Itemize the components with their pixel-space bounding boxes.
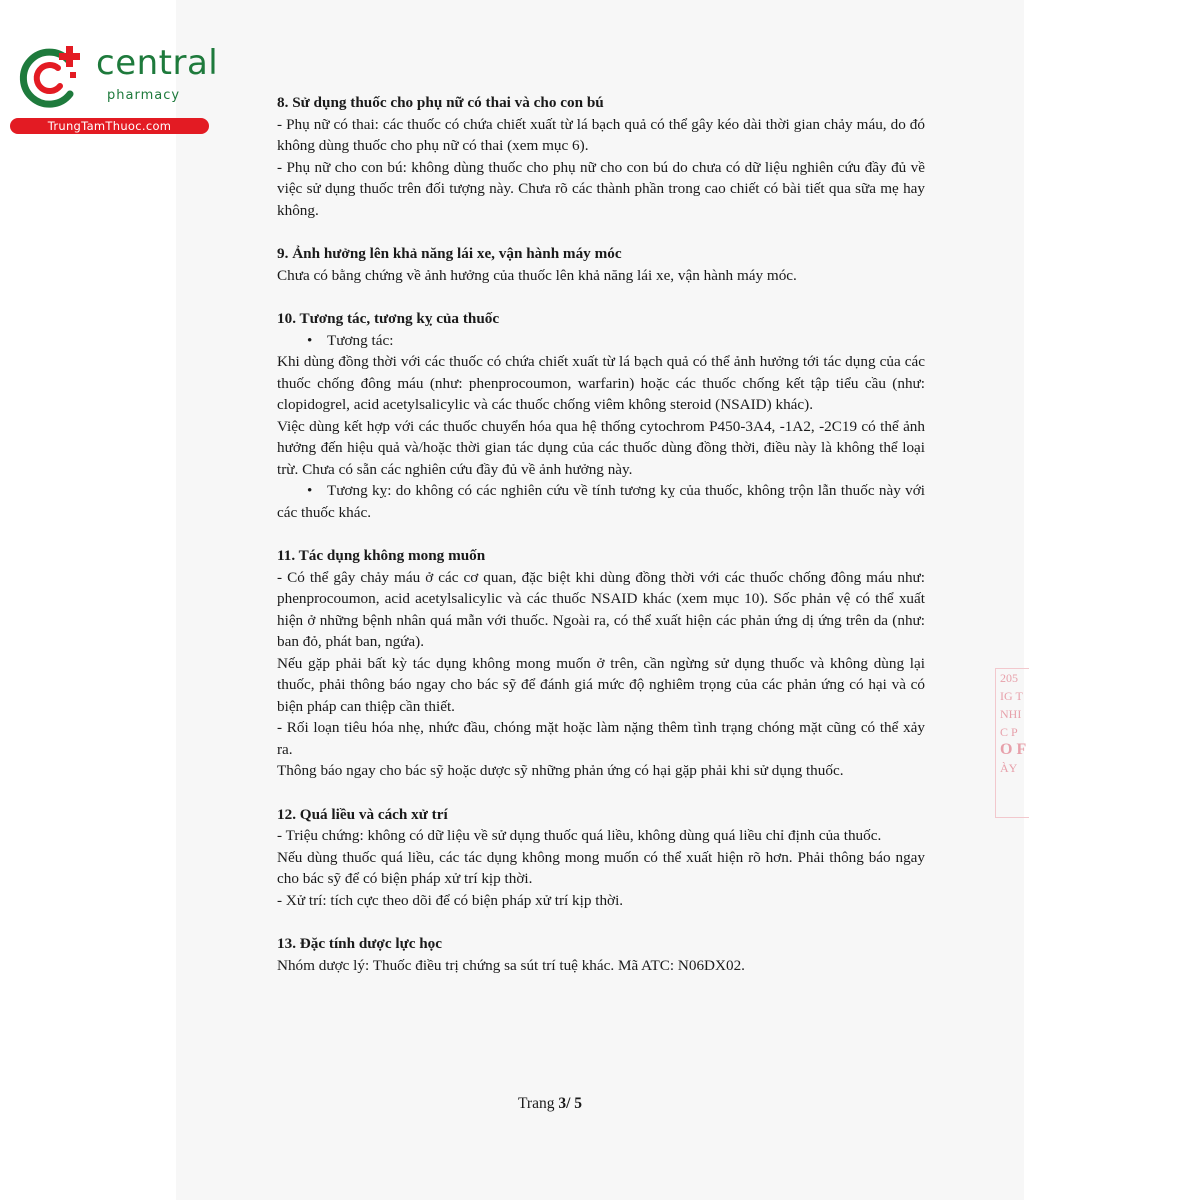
section-heading: 12. Quá liều và cách xử trí <box>277 805 448 823</box>
logo-website[interactable]: TrungTamThuoc.com <box>10 118 209 134</box>
section-heading: 8. Sử dụng thuốc cho phụ nữ có thai và cho con bú <box>277 94 604 111</box>
paragraph: - Triệu chứng: không có dữ liệu về sử dụng thuốc quá liều, không dùng quá liều chỉ định của thuốc. <box>277 827 882 844</box>
paragraph: - Xử trí: tích cực theo dõi để có biện pháp xử trí kịp thời. <box>277 891 624 909</box>
stamp-line: ÀY <box>1000 761 1018 775</box>
stamp-line: NHI <box>1000 707 1022 721</box>
section-heading: 13. Đặc tính dược lực học <box>277 935 443 952</box>
bullet-icon: • <box>307 331 313 349</box>
section-13 <box>277 933 925 976</box>
pharmacy-cross-icon <box>10 38 90 118</box>
paragraph: - Phụ nữ cho con bú: không dùng thuốc cho phụ nữ cho con bú do chưa có dữ liệu nghiên cứu đầy đủ về việc sử dụng thuốc trên đối tượng này. Chưa rõ các thành phần trong cao chiết có bài tiết qua sữa mẹ hay không. <box>277 158 925 219</box>
logo-subtitle: pharmacy <box>107 88 181 103</box>
section-10 <box>277 308 925 523</box>
paragraph: Việc dùng kết hợp với các thuốc chuyển hóa qua hệ thống cytochrom P450-3A4, -1A2, -2C19 có thể ảnh hưởng đến hiệu quả và/hoặc thời gian tác dụng của các thuốc dùng đồng thời, điều này là không thể loại trừ. Chưa có sẵn các nghiên cứu đầy đủ về ảnh hưởng này. <box>277 417 925 478</box>
logo-name: central <box>96 43 219 83</box>
central-pharmacy-logo[interactable] <box>10 38 219 138</box>
stamp-line: 205 <box>1000 671 1018 685</box>
bullet-text: Tương kỵ: do không có các nghiên cứu về tính tương kỵ của thuốc, không trộn lẫn thuốc này với các thuốc khác. <box>277 482 925 521</box>
paragraph: Nhóm dược lý: Thuốc điều trị chứng sa sút trí tuệ khác. Mã ATC: N06DX02. <box>277 956 745 974</box>
section-heading: 10. Tương tác, tương kỵ của thuốc <box>277 310 500 327</box>
partial-stamp <box>995 668 1029 818</box>
paragraph: - Phụ nữ có thai: các thuốc có chứa chiết xuất từ lá bạch quả có thể gây kéo dài thời gian chảy máu, do đó không dùng thuốc cho phụ nữ có thai (xem mục 6). <box>277 115 925 154</box>
section-9 <box>277 243 925 286</box>
paragraph: Nếu dùng thuốc quá liều, các tác dụng không mong muốn có thể xuất hiện rõ hơn. Phải thông báo ngay cho bác sỹ để có biện pháp xử trí kịp thời. <box>277 848 925 887</box>
section-heading: 11. Tác dụng không mong muốn <box>277 547 486 564</box>
section-heading: 9. Ảnh hưởng lên khả năng lái xe, vận hành máy móc <box>277 245 622 262</box>
section-8 <box>277 92 925 221</box>
page-prefix: Trang <box>518 1095 559 1112</box>
bullet-text: Tương tác: <box>327 331 394 349</box>
stamp-line: O F <box>1000 741 1027 758</box>
paragraph: - Có thể gây chảy máu ở các cơ quan, đặc biệt khi dùng đồng thời với các thuốc chống đông máu như: phenprocoumon, acid acetylsalicylic và các thuốc NSAID khác (xem mục 10). Sốc phản vệ có thể xuất hiện ở những bệnh nhân quá mẫn với thuốc. Ngoài ra, có thể xuất hiện các phản ứng dị ứng trên da (như: ban đỏ, phát ban, ngứa). <box>277 568 925 650</box>
page-count: 3/ 5 <box>558 1095 583 1112</box>
paragraph: - Rối loạn tiêu hóa nhẹ, nhức đầu, chóng mặt hoặc làm nặng thêm tình trạng chóng mặt cũng có thể xảy ra. <box>277 719 925 758</box>
paragraph: Nếu gặp phải bất kỳ tác dụng không mong muốn ở trên, cần ngừng sử dụng thuốc và không dùng lại thuốc, phải thông báo ngay cho bác sỹ để đánh giá mức độ nghiêm trọng của các phản ứng có hại và có biện pháp can thiệp cần thiết. <box>277 654 925 715</box>
stamp-line: C P <box>1000 725 1018 739</box>
page-number <box>518 1095 582 1113</box>
document-content <box>277 92 925 998</box>
paragraph: Khi dùng đồng thời với các thuốc có chứa chiết xuất từ lá bạch quả có thể ảnh hưởng tới tác dụng của các thuốc chống đông máu (như: phenprocoumon, warfarin) hoặc các thuốc chống kết tập tiểu cầu (như: clopidogrel, acid acetylsalicylic và các thuốc chống viêm không steroid (NSAID) khác). <box>277 353 925 413</box>
paragraph: Thông báo ngay cho bác sỹ hoặc dược sỹ những phản ứng có hại gặp phải khi sử dụng thuốc. <box>277 762 844 779</box>
paragraph: Chưa có bằng chứng về ảnh hưởng của thuốc lên khả năng lái xe, vận hành máy móc. <box>277 266 797 284</box>
section-11 <box>277 545 925 782</box>
stamp-line: IG T <box>1000 689 1023 703</box>
bullet-item <box>277 480 925 523</box>
section-12 <box>277 804 925 912</box>
bullet-icon: • <box>307 482 313 499</box>
bullet-item <box>277 330 925 352</box>
